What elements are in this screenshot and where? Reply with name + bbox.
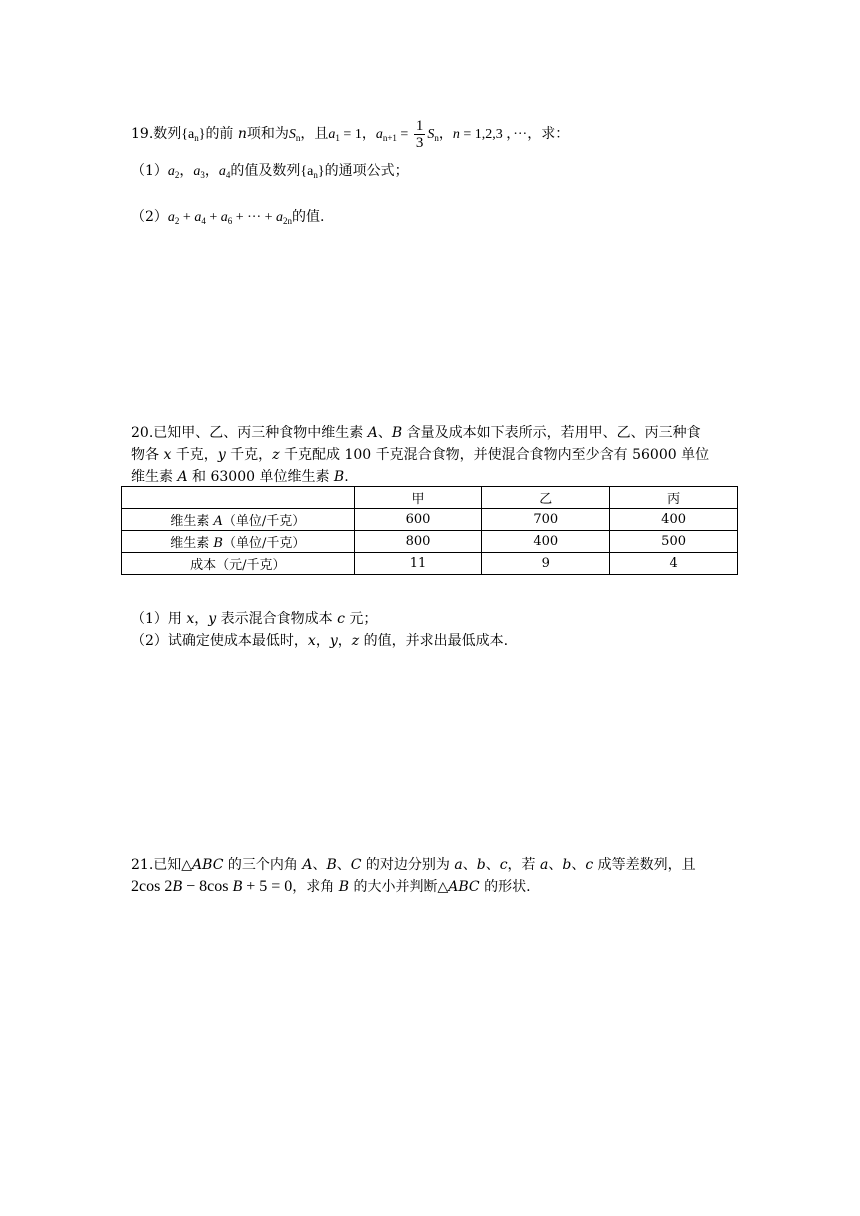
sum-Sn: $S_n$ xyxy=(288,127,301,143)
q20-part-2: （2）试确定使成本最低时，x，y，z 的值，并求出最低成本. xyxy=(131,633,509,649)
q21-line-2: 2cos 2B − 8cos B + 5 = 0，求角 B 的大小并判断△ABC 的形状. xyxy=(131,878,531,895)
a1-equation: $a_1 = 1$， xyxy=(328,127,376,143)
recurrence: $a_{n+1}$ = $\frac{1}{3}$ $S_n$ xyxy=(375,118,439,152)
table-header-cell: 甲 xyxy=(354,487,482,509)
table-row xyxy=(122,553,738,575)
table-cell: 800 xyxy=(354,531,482,553)
q20-line-1: 20.已知甲、乙、丙三种食物中维生素 A、B 含量及成本如下表所示，若用甲、乙、丙三种食 xyxy=(131,425,701,441)
table-cell: 500 xyxy=(610,531,738,553)
table-cell: 11 xyxy=(354,553,482,575)
table-cell: 4 xyxy=(610,553,738,575)
vitamin-cost-table xyxy=(121,486,738,575)
q21-line-1: 21.已知△ABC 的三个内角 A、B、C 的对边分别为 a、b、c，若 a、b、c 成等差数列，且 xyxy=(131,857,696,873)
seq-an: $\{a_n\}$ xyxy=(181,127,206,143)
table-header-cell: 乙 xyxy=(482,487,610,509)
table-cell: 400 xyxy=(482,531,610,553)
table-cell: 400 xyxy=(610,509,738,531)
table-header-cell xyxy=(122,487,355,509)
row-label: 成本（元/千克） xyxy=(122,553,355,575)
table-header-cell: 丙 xyxy=(610,487,738,509)
q19-part-1: $(1)a_2$，$a_3$，$a_4$的值及数列$\{a_n\}$的通项公式； xyxy=(131,163,409,180)
q19-number: 19. xyxy=(131,126,154,142)
sum-expression: $a_2 + a_4 + a_6$ + ··· + $a_{2n}$ xyxy=(167,210,293,226)
q19-line-1: 19.数列$\{a_n\}$的前 n项和为$S_n$，且$a_1 = 1$，$a_{n+1}$ = $\frac{1}{3}$ $S_n$，n = 1,2,3 ，···，求： xyxy=(131,118,570,152)
table-header-row xyxy=(122,487,738,509)
table-cell: 600 xyxy=(354,509,482,531)
table-row xyxy=(122,531,738,553)
cos-equation: 2cos 2B − 8cos B + 5 = 0 xyxy=(131,878,293,895)
fraction-one-third: $\frac{1}{3}$ xyxy=(415,118,424,152)
row-label: 维生素 B（单位/千克） xyxy=(122,531,355,553)
q19-part-2: $(2)a_2 + a_4 + a_6$ + ··· + $a_{2n}$的值. xyxy=(131,209,325,226)
q20-line-3: 维生素 A 和 63000 单位维生素 B. xyxy=(131,469,349,485)
row-label: 维生素 A（单位/千克） xyxy=(122,509,355,531)
table-row xyxy=(122,509,738,531)
q20-part-1: （1）用 x，y 表示混合食物成本 c 元； xyxy=(131,611,378,627)
table-cell: 700 xyxy=(482,509,610,531)
q20-line-2: 物各 x 千克，y 千克，z 千克配成 100 千克混合食物，并使混合食物内至少含有 56000 单位 xyxy=(131,447,710,463)
table-cell: 9 xyxy=(482,553,610,575)
